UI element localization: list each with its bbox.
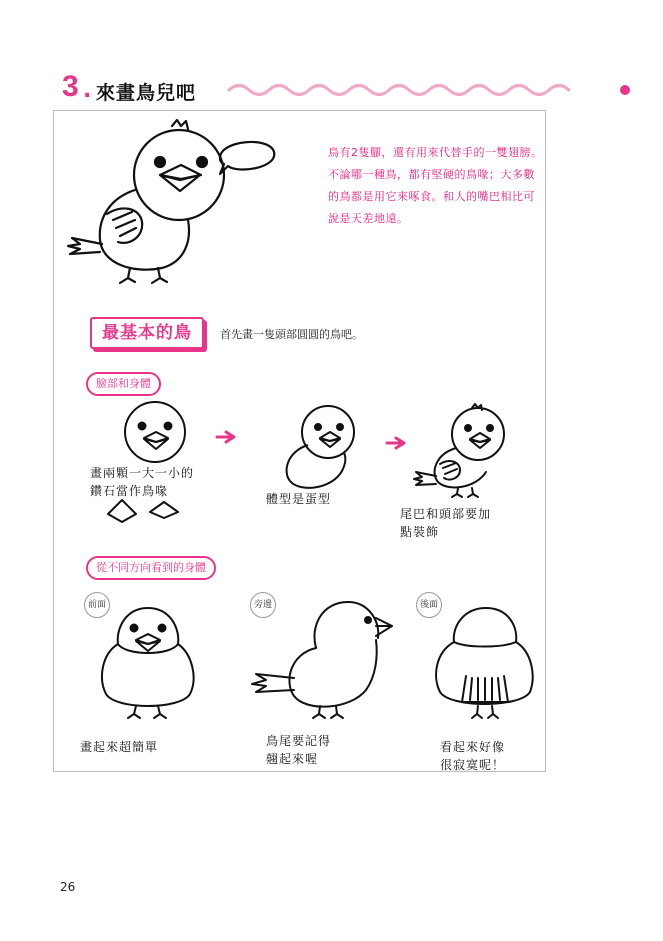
caption-line: 很寂寞呢！ <box>440 758 506 772</box>
page-number: 26 <box>60 880 76 894</box>
caption-line: 鑽石當作鳥喙 <box>90 484 169 498</box>
step2-caption: 體型是蛋型 <box>266 492 332 506</box>
arrow-right-icon <box>216 430 238 444</box>
section-number-dot: . <box>83 78 92 103</box>
section-number: 3 <box>62 70 79 103</box>
section-header <box>62 70 582 108</box>
caption-line: 畫兩顆一大一小的 <box>90 466 195 480</box>
intro-line: 說是天差地遠。 <box>328 212 409 225</box>
front-view-bird-illustration <box>96 598 196 723</box>
section-title: 來畫鳥兒吧 <box>96 82 197 104</box>
side-view-bird-illustration <box>250 598 400 723</box>
caption-line: 翹起來喔 <box>266 752 319 766</box>
caption-line: 尾巴和頭部要加 <box>400 507 492 521</box>
front-view-tag: 前面 <box>84 592 110 618</box>
intro-line: 的鳥都是用它來啄食。和人的嘴巴相比可 <box>328 190 535 203</box>
step1-caption <box>90 464 194 500</box>
caption-line: 鳥尾要記得 <box>266 734 332 748</box>
basic-bird-badge: 最基本的鳥 <box>90 317 204 349</box>
wave-decoration <box>227 78 637 100</box>
hero-bird-illustration <box>60 118 280 288</box>
head-body-label: 臉部和身體 <box>86 372 161 396</box>
front-view-caption: 畫起來超簡單 <box>80 740 159 754</box>
back-view-bird-illustration <box>432 598 532 728</box>
intro-paragraph <box>328 142 563 230</box>
step3-caption <box>400 505 491 541</box>
intro-line: 不論哪一種鳥，都有堅硬的鳥喙；大多數 <box>328 168 535 181</box>
back-view-tag: 後面 <box>416 592 442 618</box>
basic-bird-description: 首先畫一隻頭部圓圓的鳥吧。 <box>220 328 363 341</box>
step3-decorated-bird-illustration <box>410 402 520 502</box>
arrow-right-icon <box>386 436 408 450</box>
caption-line: 看起來好像 <box>440 740 506 754</box>
caption-line: 點裝飾 <box>400 525 440 539</box>
step2-egg-body-illustration <box>280 405 370 495</box>
back-view-caption <box>440 738 505 774</box>
directions-label: 從不同方向看到的身體 <box>86 556 216 580</box>
side-view-tag: 旁邊 <box>250 592 276 618</box>
side-view-caption <box>266 732 331 768</box>
intro-line: 鳥有2隻腳，還有用來代替手的一雙翅膀。 <box>328 146 543 159</box>
